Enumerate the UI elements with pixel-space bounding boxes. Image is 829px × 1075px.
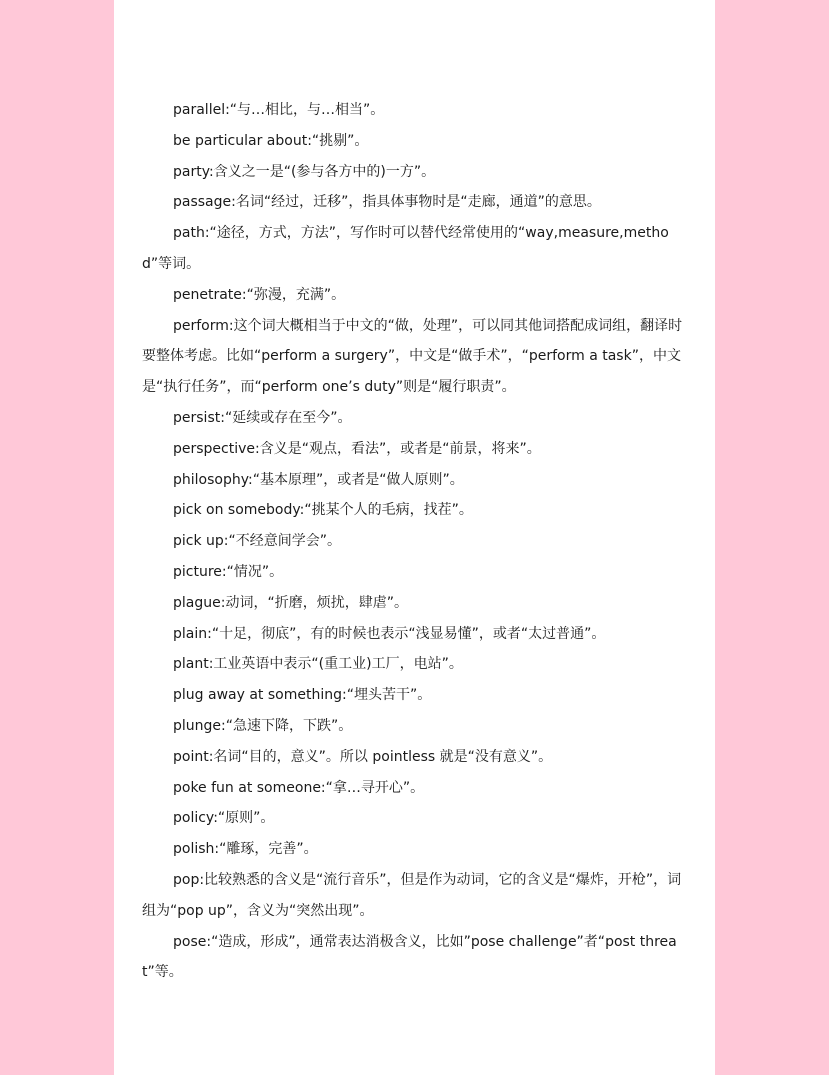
vocab-entry-point: point:名词“目的，意义”。所以 pointless 就是“没有意义”。: [173, 748, 553, 765]
vocab-entry-pick-up: pick up:“不经意间学会”。: [173, 533, 342, 550]
vocab-entry-polish: polish:“雕琢，完善”。: [173, 841, 318, 858]
vocab-entry-be-particular-about: be particular about:“挑剔”。: [173, 132, 369, 149]
vocabulary-list: [142, 95, 690, 988]
vocab-entry-policy: policy:“原则”。: [173, 810, 275, 827]
vocab-entry-plant: plant:工业英语中表示“(重工业)工厂，电站”。: [173, 656, 463, 673]
vocab-entry-picture: picture:“情况”。: [173, 563, 284, 580]
vocab-entry-pose: pose:“造成，形成”，通常表达消极含义，比如”pose challenge”者“post threat”等。: [142, 933, 677, 981]
document-page: [114, 0, 715, 1075]
vocab-entry-plain: plain:“十足，彻底”，有的时候也表示“浅显易懂”，或者“太过普通”。: [173, 625, 606, 642]
vocab-entry-penetrate: penetrate:“弥漫，充满”。: [173, 286, 346, 303]
vocab-entry-passage: passage:名词“经过，迁移”，指具体事物时是“走廊，通道”的意思。: [173, 194, 601, 211]
vocab-entry-poke-fun: poke fun at someone:“拿…寻开心”。: [173, 779, 425, 796]
vocab-entry-perform: perform:这个词大概相当于中文的“做，处理”，可以同其他词搭配成词组，翻译时要整体考虑。比如“perform a surgery”，中文是“做手术”，“perform a task”，中文是“执行任务”，而“perform one’s duty”则是“履行职责”。: [142, 317, 683, 396]
vocab-entry-plague: plague:动词，“折磨，烦扰，肆虐”。: [173, 594, 408, 611]
vocab-entry-parallel: parallel:“与…相比，与…相当”。: [173, 102, 385, 118]
vocab-entry-party: party:含义之一是“(参与各方中的)一方”。: [173, 163, 436, 180]
vocab-entry-path: path:“途径，方式，方法”，写作时可以替代经常使用的“way,measure,method”等词。: [142, 225, 669, 272]
vocab-entry-plunge: plunge:“急速下降，下跌”。: [173, 717, 353, 734]
vocab-entry-pick-on-somebody: pick on somebody:“挑某个人的毛病，找茬”。: [173, 502, 473, 519]
vocab-entry-philosophy: philosophy:“基本原理”，或者是“做人原则”。: [173, 471, 464, 488]
vocab-entry-perspective: perspective:含义是“观点，看法”，或者是“前景，将来”。: [173, 440, 541, 457]
vocab-entry-plug-away: plug away at something:“埋头苦干”。: [173, 687, 432, 704]
vocab-entry-persist: persist:“延续或存在至今”。: [173, 409, 352, 426]
vocab-entry-pop: pop:比较熟悉的含义是“流行音乐”，但是作为动词，它的含义是“爆炸，开枪”，词组为“pop up”，含义为“突然出现”。: [142, 871, 682, 919]
